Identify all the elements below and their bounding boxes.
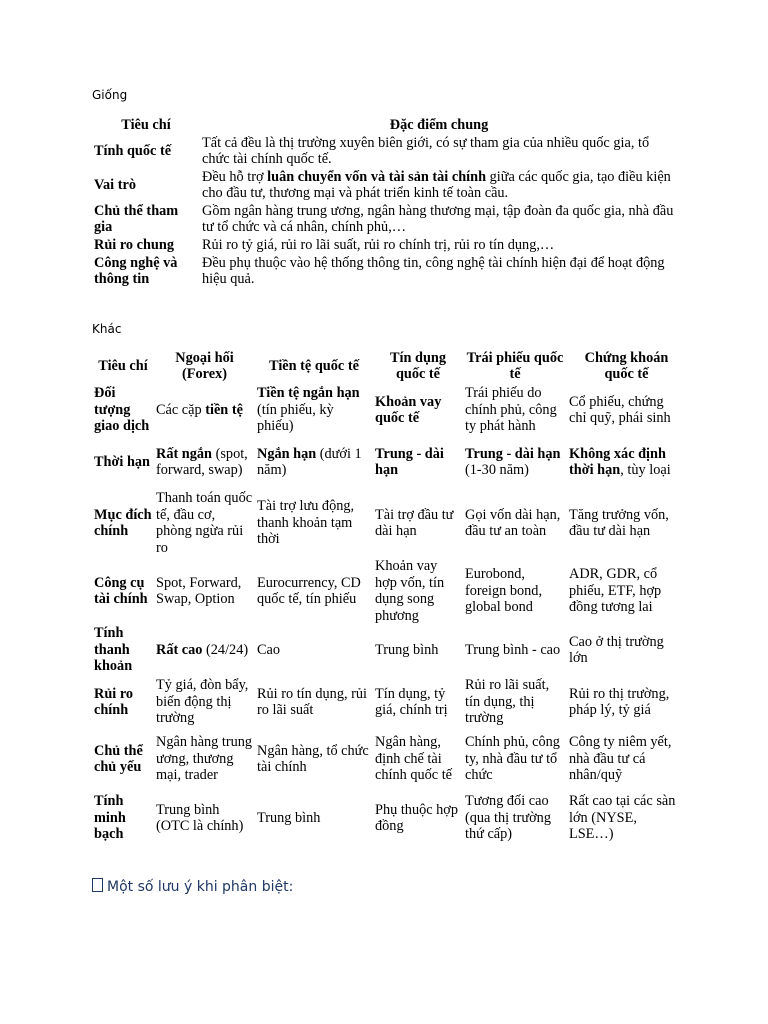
column-header-credit: Tín dụng quốc tế bbox=[389, 349, 447, 382]
section-label-same: Giống bbox=[92, 88, 128, 102]
cell-bonds bbox=[463, 558, 567, 624]
cell-forex bbox=[154, 436, 255, 488]
cell-text: Cao bbox=[257, 641, 281, 658]
cell-forex bbox=[154, 624, 255, 676]
cell-text: Trung bình bbox=[375, 641, 439, 658]
note-heading bbox=[92, 878, 293, 895]
table-row bbox=[92, 728, 686, 790]
description-post: giữa các quốc gia, tạo điều kiện cho đầu tư, thương mại và phát triển kinh tế toàn cầu. bbox=[202, 168, 671, 201]
cell-money-market bbox=[255, 384, 373, 436]
column-header-forex: Ngoại hối (Forex) bbox=[175, 349, 234, 382]
table-row bbox=[92, 558, 686, 624]
cell-securities bbox=[567, 728, 686, 790]
cell-bonds bbox=[463, 488, 567, 558]
column-header-securities: Chứng khoán quốc tế bbox=[584, 349, 669, 382]
cell-text: Khoản vay quốc tế bbox=[375, 393, 442, 426]
cell-text: Thanh toán quốc tế, đầu cơ, phòng ngừa rủi ro bbox=[156, 490, 253, 556]
row-description bbox=[200, 254, 678, 288]
table-row bbox=[92, 488, 686, 558]
cell-text: Rủi ro tín dụng, rủi ro lãi suất bbox=[257, 685, 368, 718]
cell-credit bbox=[373, 436, 463, 488]
table-row bbox=[92, 384, 686, 436]
description-pre: Tất cả đều là thị trường xuyên biên giới, có sự tham gia của nhiều quốc gia, tổ chức tài chính quốc tế. bbox=[202, 134, 650, 167]
cell-money-market bbox=[255, 676, 373, 728]
cell-text: Trung bình bbox=[257, 809, 321, 826]
cell-money-market bbox=[255, 488, 373, 558]
column-header-money-market: Tiền tệ quốc tế bbox=[269, 357, 359, 374]
cell-text: tiền tệ bbox=[205, 401, 243, 418]
cell-credit bbox=[373, 384, 463, 436]
cell-text: Eurobond, foreign bond, global bond bbox=[465, 566, 543, 616]
cell-text: Ngân hàng, định chế tài chính quốc tế bbox=[375, 734, 453, 784]
row-description bbox=[200, 236, 678, 254]
description-pre: Đều hỗ trợ bbox=[202, 168, 268, 185]
cell-text: Tương đối cao (qua thị trường thứ cấp) bbox=[465, 793, 551, 843]
cell-text: Các cặp bbox=[156, 401, 206, 418]
cell-text: Rất cao tại các sàn lớn (NYSE, LSE…) bbox=[569, 793, 676, 843]
similarities-table bbox=[92, 116, 678, 288]
cell-text: Ngân hàng, tổ chức tài chính bbox=[257, 742, 369, 775]
cell-text: (spot, forward, swap) bbox=[156, 445, 248, 478]
table-header-row bbox=[92, 116, 678, 134]
row-criterion: Rủi ro chính bbox=[94, 685, 134, 718]
cell-securities bbox=[567, 558, 686, 624]
cell-text: Tiền tệ ngắn hạn bbox=[257, 385, 360, 402]
table-row bbox=[92, 134, 678, 168]
row-criterion: Vai trò bbox=[94, 176, 136, 193]
row-criterion: Công nghệ và thông tin bbox=[94, 254, 178, 287]
cell-text: Công ty niêm yết, nhà đầu tư cá nhân/quỹ bbox=[569, 734, 672, 784]
cell-text: Rất cao bbox=[156, 641, 203, 658]
cell-forex bbox=[154, 790, 255, 846]
description-bold: luân chuyển vốn và tài sản tài chính bbox=[267, 168, 487, 185]
table-row bbox=[92, 790, 686, 846]
table-row bbox=[92, 202, 678, 236]
row-criterion: Công cụ tài chính bbox=[94, 574, 148, 607]
cell-text: Phụ thuộc hợp đồng bbox=[375, 801, 459, 834]
cell-text: (dưới 1 năm) bbox=[257, 445, 362, 478]
cell-text: Trung - dài hạn bbox=[375, 445, 444, 478]
table-row bbox=[92, 254, 678, 288]
cell-bonds bbox=[463, 728, 567, 790]
cell-text: Spot, Forward, Swap, Option bbox=[156, 574, 242, 607]
cell-text: Tài trợ đầu tư dài hạn bbox=[375, 506, 454, 539]
cell-securities bbox=[567, 676, 686, 728]
cell-securities bbox=[567, 790, 686, 846]
table-row bbox=[92, 624, 686, 676]
row-description bbox=[200, 134, 678, 168]
cell-text: Chính phủ, công ty, nhà đầu tư tổ chức bbox=[465, 734, 560, 784]
row-criterion: Thời hạn bbox=[94, 453, 151, 470]
cell-securities bbox=[567, 436, 686, 488]
table-row bbox=[92, 676, 686, 728]
cell-text: Eurocurrency, CD quốc tế, tín phiếu bbox=[257, 574, 361, 607]
cell-text: Cổ phiếu, chứng chỉ quỹ, phái sinh bbox=[569, 393, 671, 426]
cell-money-market bbox=[255, 558, 373, 624]
cell-credit bbox=[373, 488, 463, 558]
cell-text: Ngân hàng trung ương, thương mại, trader bbox=[156, 734, 253, 784]
checkbox-glyph-icon bbox=[92, 878, 103, 892]
cell-text: Tỷ giá, đòn bẩy, biến động thị trường bbox=[156, 677, 249, 727]
cell-text: Không xác định thời hạn bbox=[569, 445, 666, 478]
cell-bonds bbox=[463, 436, 567, 488]
cell-text: Ngắn hạn bbox=[257, 445, 317, 462]
cell-text: Cao ở thị trường lớn bbox=[569, 633, 664, 666]
cell-credit bbox=[373, 790, 463, 846]
cell-text: (24/24) bbox=[202, 641, 249, 658]
cell-forex bbox=[154, 384, 255, 436]
column-header-common-features: Đặc điểm chung bbox=[389, 116, 489, 133]
cell-text: , tùy loại bbox=[620, 462, 671, 478]
column-header-criterion: Tiêu chí bbox=[98, 357, 148, 374]
cell-text: ADR, GDR, cổ phiếu, ETF, hợp đồng tương lai bbox=[569, 566, 662, 616]
cell-text: Trung bình - cao bbox=[465, 641, 561, 658]
cell-money-market bbox=[255, 790, 373, 846]
row-description bbox=[200, 202, 678, 236]
cell-forex bbox=[154, 488, 255, 558]
cell-text: Gọi vốn dài hạn, đầu tư an toàn bbox=[465, 506, 561, 539]
cell-credit bbox=[373, 558, 463, 624]
note-text: Một số lưu ý khi phân biệt: bbox=[107, 879, 294, 895]
description-pre: Rủi ro tỷ giá, rủi ro lãi suất, rủi ro chính trị, rủi ro tín dụng,… bbox=[202, 236, 555, 253]
cell-credit bbox=[373, 728, 463, 790]
row-criterion: Tính thanh khoản bbox=[94, 625, 133, 675]
cell-securities bbox=[567, 624, 686, 676]
row-description bbox=[200, 168, 678, 202]
table-row bbox=[92, 236, 678, 254]
cell-money-market bbox=[255, 624, 373, 676]
column-header-bonds: Trái phiếu quốc tế bbox=[466, 349, 564, 382]
row-criterion: Đối tượng giao dịch bbox=[94, 385, 150, 435]
row-criterion: Tính quốc tế bbox=[94, 142, 172, 159]
cell-text: Tín dụng, tỷ giá, chính trị bbox=[375, 685, 448, 718]
cell-credit bbox=[373, 624, 463, 676]
section-label-different: Khác bbox=[92, 322, 122, 336]
description-pre: Đều phụ thuộc vào hệ thống thông tin, công nghệ tài chính hiện đại để hoạt động hiệu quả. bbox=[202, 254, 665, 287]
cell-securities bbox=[567, 488, 686, 558]
cell-money-market bbox=[255, 436, 373, 488]
cell-securities bbox=[567, 384, 686, 436]
row-criterion: Mục đích chính bbox=[94, 506, 152, 539]
cell-forex bbox=[154, 558, 255, 624]
cell-bonds bbox=[463, 676, 567, 728]
row-criterion: Rủi ro chung bbox=[94, 236, 174, 253]
cell-text: Trung bình (OTC là chính) bbox=[156, 801, 244, 834]
cell-text: Khoản vay hợp vốn, tín dụng song phương bbox=[375, 558, 445, 624]
cell-text: Trái phiếu do chính phủ, công ty phát hành bbox=[465, 385, 557, 435]
cell-bonds bbox=[463, 384, 567, 436]
table-row bbox=[92, 168, 678, 202]
cell-forex bbox=[154, 676, 255, 728]
cell-text: Tăng trưởng vốn, đầu tư dài hạn bbox=[569, 506, 669, 539]
cell-text: Rủi ro thị trường, pháp lý, tỷ giá bbox=[569, 685, 670, 718]
table-row bbox=[92, 436, 686, 488]
cell-text: Tài trợ lưu động, thanh khoản tạm thời bbox=[257, 498, 355, 548]
cell-forex bbox=[154, 728, 255, 790]
row-criterion: Chủ thể tham gia bbox=[94, 202, 179, 235]
column-header-criterion: Tiêu chí bbox=[121, 116, 171, 133]
description-pre: Gồm ngân hàng trung ương, ngân hàng thương mại, tập đoàn đa quốc gia, nhà đầu tư tổ chức và cá nhân, chính phủ,… bbox=[202, 202, 674, 235]
cell-bonds bbox=[463, 624, 567, 676]
cell-text: (tín phiếu, kỳ phiếu) bbox=[257, 401, 334, 435]
cell-credit bbox=[373, 676, 463, 728]
cell-bonds bbox=[463, 790, 567, 846]
differences-table bbox=[92, 348, 686, 846]
cell-text: (1-30 năm) bbox=[465, 462, 529, 478]
row-criterion: Tính minh bạch bbox=[94, 793, 126, 843]
cell-money-market bbox=[255, 728, 373, 790]
cell-text: Rủi ro lãi suất, tín dụng, thị trường bbox=[465, 677, 550, 727]
cell-text: Rất ngắn bbox=[156, 445, 213, 462]
cell-text: Trung - dài hạn bbox=[465, 445, 561, 462]
table-header-row bbox=[92, 348, 686, 384]
row-criterion: Chủ thể chủ yếu bbox=[94, 742, 143, 775]
